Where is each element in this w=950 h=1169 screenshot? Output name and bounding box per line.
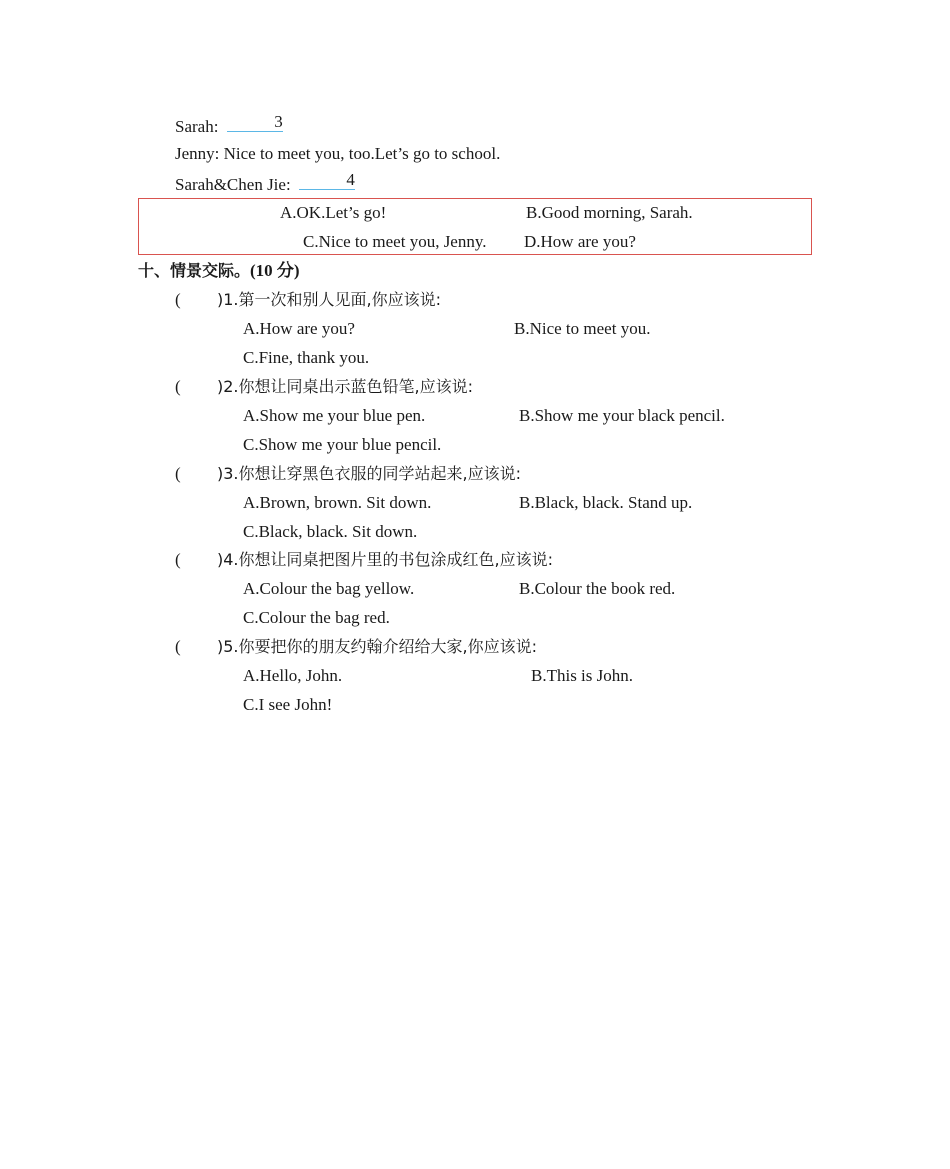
speaker-label: Sarah: — [175, 117, 219, 136]
q5-option-a: A.Hello, John. — [243, 666, 343, 685]
dialogue-line-jenny — [175, 143, 500, 165]
question-prompt: )3.你想让穿黑色衣服的同学站起来,应该说: — [217, 464, 521, 483]
question-2 — [175, 376, 473, 398]
q1-option-b: B.Nice to meet you. — [514, 319, 651, 338]
q2-option-a: A.Show me your blue pen. — [243, 406, 426, 425]
option-b: B.Good morning, Sarah. — [526, 203, 693, 222]
answer-blank[interactable] — [227, 114, 283, 132]
question-prompt: )2.你想让同桌出示蓝色铅笔,应该说: — [217, 377, 473, 396]
dialogue-text: Nice to meet you, too.Let’s go to school. — [223, 144, 501, 163]
q3-option-a: A.Brown, brown. Sit down. — [243, 493, 432, 512]
q4-option-a: A.Colour the bag yellow. — [243, 579, 415, 598]
answer-paren[interactable]: ( — [175, 637, 181, 656]
question-5 — [175, 636, 537, 658]
dialogue-line-sarah-chenjie — [175, 172, 355, 196]
q4-option-b: B.Colour the book red. — [519, 579, 676, 598]
dialogue-line-sarah — [175, 114, 283, 138]
question-prompt: )4.你想让同桌把图片里的书包涂成红色,应该说: — [217, 550, 553, 569]
question-1 — [175, 289, 441, 311]
q4-option-c: C.Colour the bag red. — [243, 608, 390, 627]
option-d: D.How are you? — [524, 232, 636, 251]
q5-option-b: B.This is John. — [531, 666, 634, 685]
speaker-label: Sarah&Chen Jie: — [175, 175, 291, 194]
answer-paren[interactable]: ( — [175, 290, 181, 309]
q3-option-c: C.Black, black. Sit down. — [243, 522, 418, 541]
answer-paren[interactable]: ( — [175, 464, 181, 483]
question-prompt: )5.你要把你的朋友约翰介绍给大家,你应该说: — [217, 637, 537, 656]
q2-option-b: B.Show me your black pencil. — [519, 406, 725, 425]
speaker-label: Jenny: — [175, 144, 220, 163]
answer-paren[interactable]: ( — [175, 550, 181, 569]
q3-option-b: B.Black, black. Stand up. — [519, 493, 693, 512]
q5-option-c: C.I see John! — [243, 695, 333, 714]
blank-number: 4 — [346, 170, 355, 189]
answer-paren[interactable]: ( — [175, 377, 181, 396]
question-prompt: )1.第一次和别人见面,你应该说: — [217, 290, 441, 309]
section-title — [138, 260, 300, 282]
blank-number: 3 — [274, 112, 283, 131]
q1-option-a: A.How are you? — [243, 319, 355, 338]
question-4 — [175, 549, 553, 571]
option-a: A.OK.Let’s go! — [280, 203, 387, 222]
option-c: C.Nice to meet you, Jenny. — [303, 232, 487, 251]
q1-option-c: C.Fine, thank you. — [243, 348, 370, 367]
section-score: (10 分) — [250, 261, 300, 280]
q2-option-c: C.Show me your blue pencil. — [243, 435, 442, 454]
answer-blank[interactable] — [299, 172, 355, 190]
question-3 — [175, 463, 521, 485]
section-title-cn: 十、情景交际。 — [138, 261, 251, 280]
